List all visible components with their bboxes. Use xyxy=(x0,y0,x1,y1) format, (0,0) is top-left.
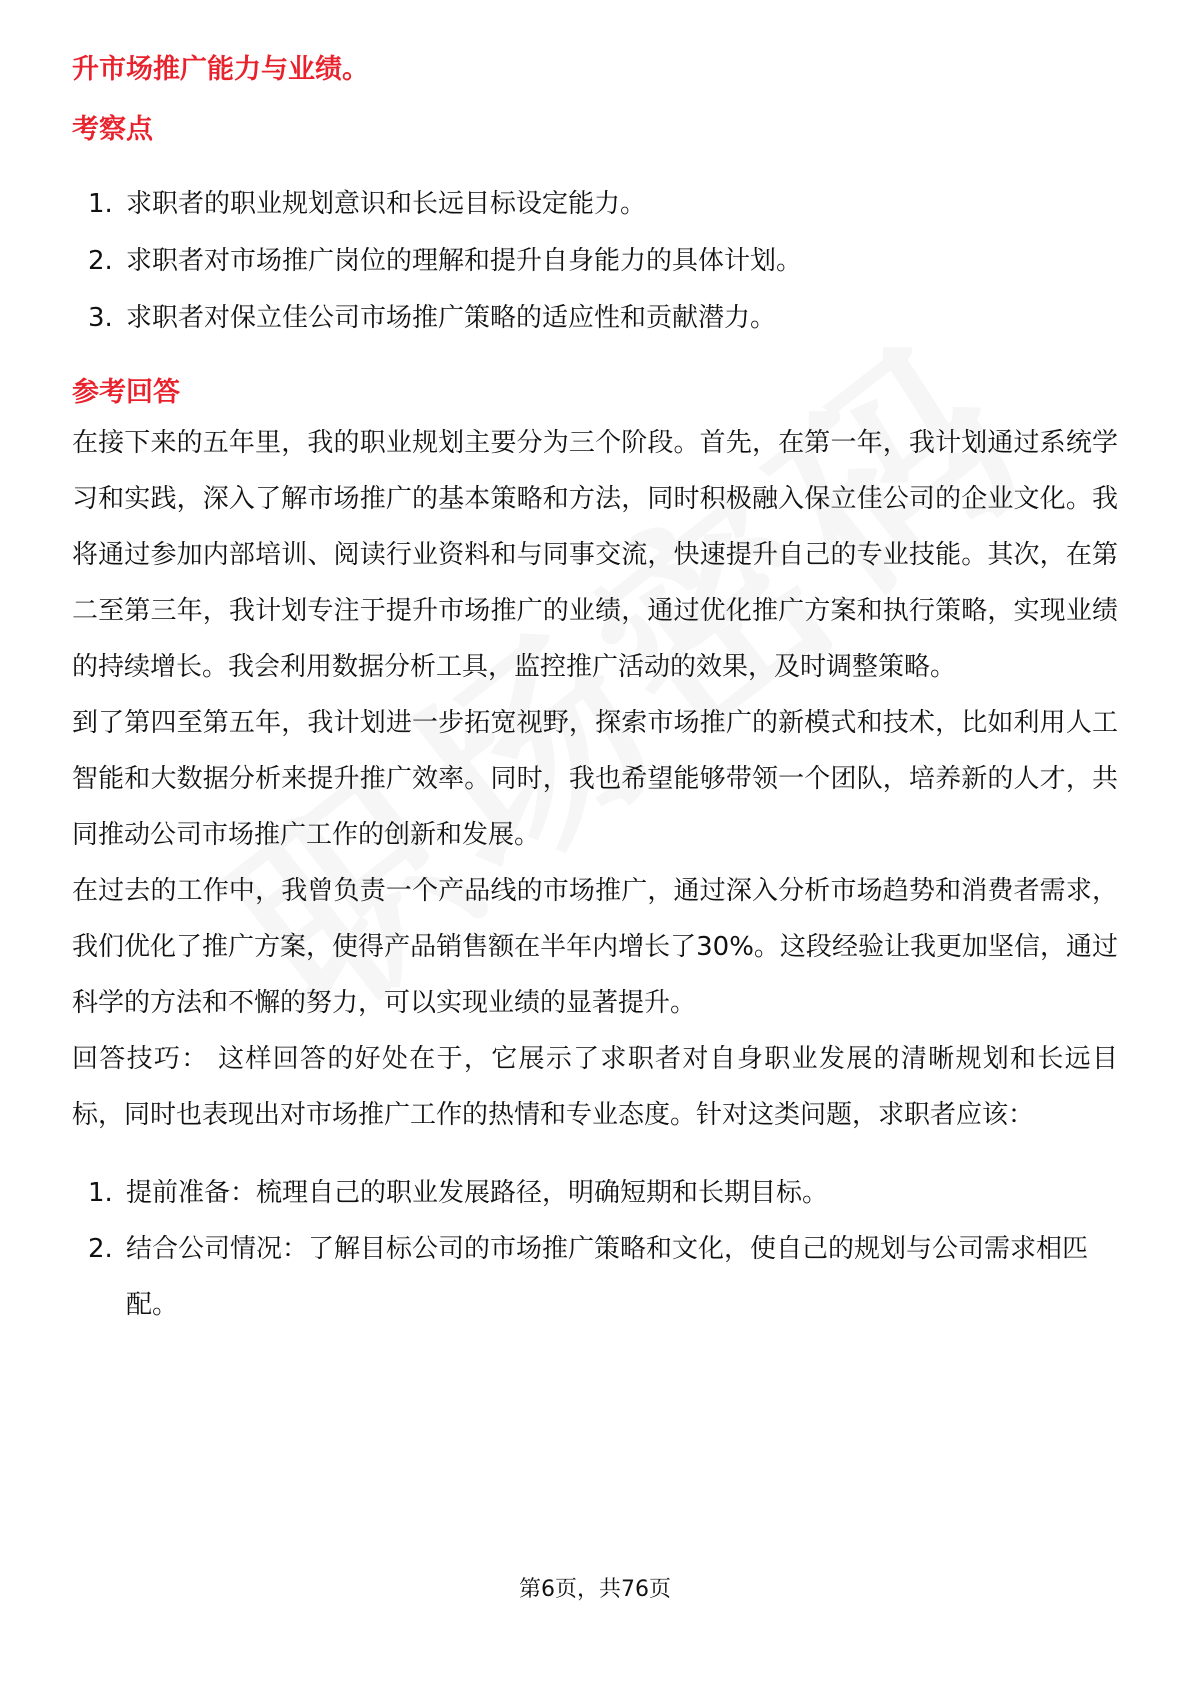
page-footer: 第6页，共76页 xyxy=(519,1577,671,1602)
list-text: 结合公司情况：了解目标公司的市场推广策略和文化，使自己的规划与公司需求相匹配。 xyxy=(126,1234,1089,1320)
kcd-list xyxy=(72,176,1118,347)
list-item xyxy=(72,290,1118,347)
tips-list xyxy=(72,1165,1118,1333)
list-item xyxy=(72,233,1118,290)
list-item xyxy=(72,1165,1118,1221)
answer-paragraph: 在接下来的五年里，我的职业规划主要分为三个阶段。首先，在第一年，我计划通过系统学习和实践，深入了解市场推广的基本策略和方法，同时积极融入保立佳公司的企业文化。我将通过参加内部培训、阅读行业资料和与同事交流，快速提升自己的专业技能。其次，在第二至第三年，我计划专注于提升市场推广的业绩，通过优化推广方案和执行策略，实现业绩的持续增长。我会利用数据分析工具，监控推广活动的效果，及时调整策略。 xyxy=(72,428,1118,682)
list-number: 1. xyxy=(88,189,113,219)
list-item xyxy=(72,176,1118,233)
document-page xyxy=(72,44,1118,1333)
list-text: 求职者对市场推广岗位的理解和提升自身能力的具体计划。 xyxy=(126,246,803,276)
section-heading-ckhd: 参考回答 xyxy=(72,377,180,408)
answer-paragraph: 到了第四至第五年，我计划进一步拓宽视野，探索市场推广的新模式和技术，比如利用人工智能和大数据分析来提升推广效率。同时，我也希望能够带领一个团队，培养新的人才，共同推动公司市场推广工作的创新和发展。 xyxy=(72,708,1118,850)
list-text: 提前准备：梳理自己的职业发展路径，明确短期和长期目标。 xyxy=(126,1178,829,1208)
list-text: 求职者对保立佳公司市场推广策略的适应性和贡献潜力。 xyxy=(126,303,777,333)
list-number: 1. xyxy=(88,1178,113,1208)
list-text: 求职者的职业规划意识和长远目标设定能力。 xyxy=(126,189,647,219)
list-number: 3. xyxy=(88,303,113,333)
answer-paragraph: 在过去的工作中，我曾负责一个产品线的市场推广，通过深入分析市场趋势和消费者需求，我们优化了推广方案，使得产品销售额在半年内增长了30%。这段经验让我更加坚信，通过科学的方法和不懈的努力，可以实现业绩的显著提升。 xyxy=(72,876,1118,1018)
list-number: 2. xyxy=(88,246,113,276)
continued-heading: 升市场推广能力与业绩。 xyxy=(72,54,369,85)
section-heading-kcd: 考察点 xyxy=(72,114,153,145)
list-item xyxy=(72,1221,1118,1333)
list-number: 2. xyxy=(88,1234,113,1264)
tips-paragraph: 回答技巧： 这样回答的好处在于，它展示了求职者对自身职业发展的清晰规划和长远目标，同时也表现出对市场推广工作的热情和专业态度。针对这类问题，求职者应该： xyxy=(72,1044,1118,1130)
